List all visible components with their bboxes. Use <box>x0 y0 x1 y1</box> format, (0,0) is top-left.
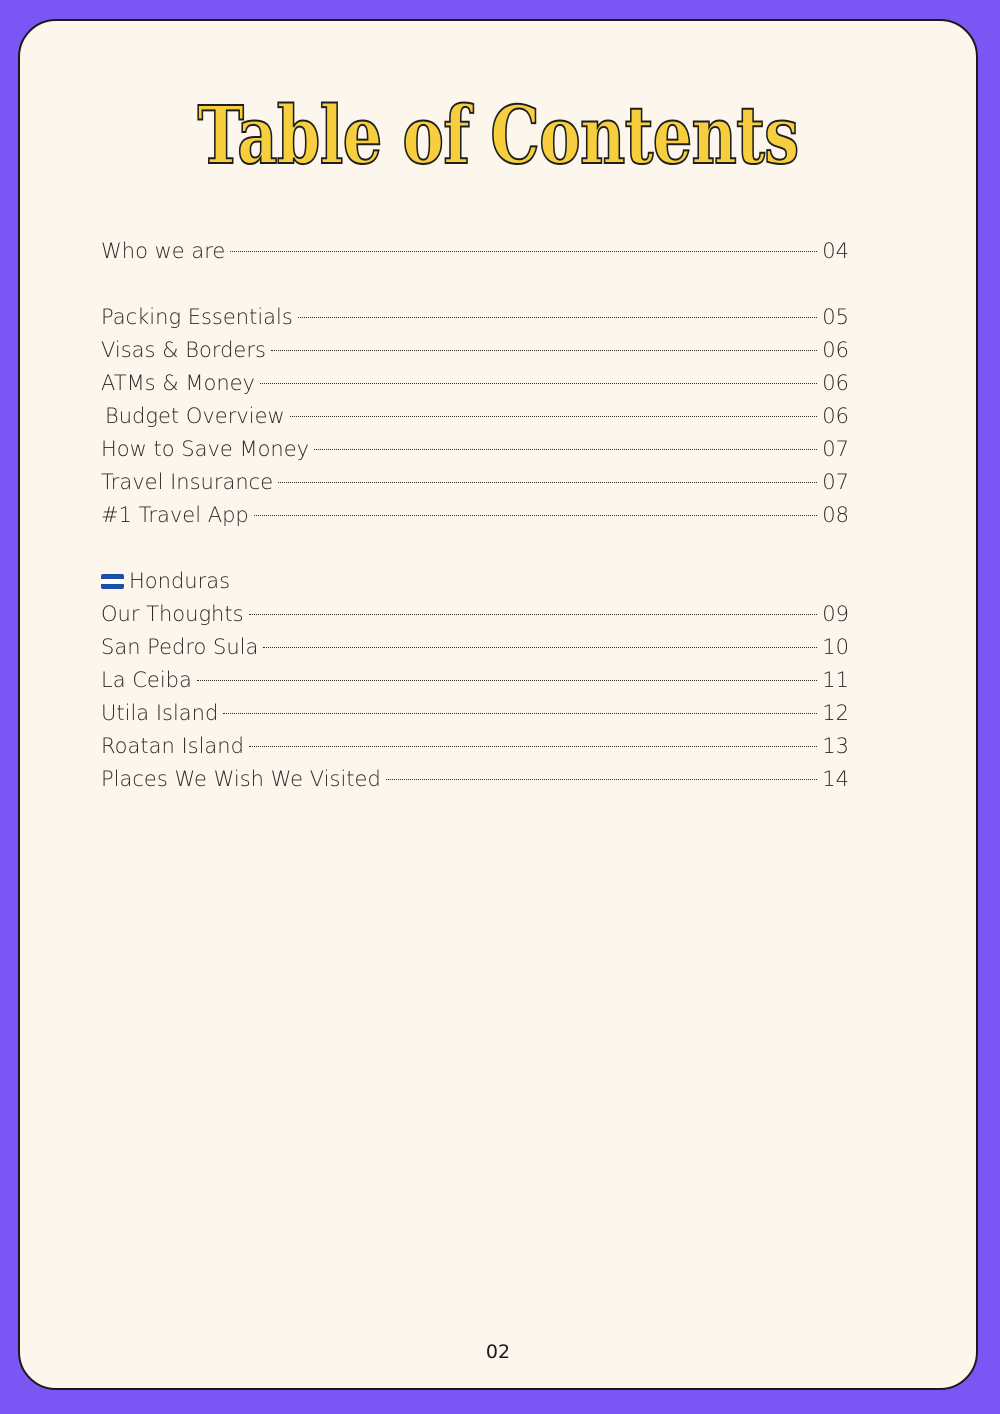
dot-leader <box>249 614 817 615</box>
section-heading-label: Honduras <box>129 569 231 593</box>
toc-entry-label: Packing Essentials <box>101 305 293 329</box>
toc-entry-label: Our Thoughts <box>101 602 244 626</box>
toc-entry-travel-insurance[interactable] <box>101 466 849 499</box>
toc-entry-visas-borders[interactable] <box>101 334 849 367</box>
toc-entry-page: 10 <box>822 635 849 659</box>
flag-band-top <box>101 574 124 579</box>
toc-entry-label: Who we are <box>101 239 226 263</box>
toc-entry-page: 13 <box>822 734 849 758</box>
toc-entry-page: 07 <box>822 470 849 494</box>
toc-entry-label: Budget Overview <box>105 404 285 428</box>
toc-entry-san-pedro-sula[interactable] <box>101 631 849 664</box>
toc-entry-page: 11 <box>822 668 849 692</box>
section-spacer <box>101 268 849 301</box>
dot-leader <box>298 317 817 318</box>
toc-entry-label: Places We Wish We Visited <box>101 767 381 791</box>
toc-entry-la-ceiba[interactable] <box>101 664 849 697</box>
toc-entry-label: La Ceiba <box>101 668 192 692</box>
section-heading-honduras <box>101 565 849 598</box>
toc-entry-label: San Pedro Sula <box>101 635 259 659</box>
toc-entry-page: 06 <box>822 404 849 428</box>
toc-entry-label: ATMs & Money <box>101 371 255 395</box>
toc-entry-page: 05 <box>822 305 849 329</box>
dot-leader <box>290 416 817 417</box>
document-page <box>18 19 978 1390</box>
toc-entry-page: 06 <box>822 371 849 395</box>
toc-entry-label: Travel Insurance <box>101 470 274 494</box>
page-title: Table of Contents <box>197 88 799 182</box>
toc-entry-label: Roatan Island <box>101 734 244 758</box>
toc-entry-utila-island[interactable] <box>101 697 849 730</box>
toc-entry-label: How to Save Money <box>101 437 310 461</box>
dot-leader <box>271 350 817 351</box>
toc-entry-page: 14 <box>822 767 849 791</box>
toc-entry-label: Visas & Borders <box>101 338 266 362</box>
dot-leader <box>249 746 817 747</box>
flag-band-bottom <box>101 584 124 589</box>
dot-leader <box>254 515 817 516</box>
dot-leader <box>314 449 817 450</box>
honduras-flag-icon <box>101 574 124 589</box>
toc-entry-our-thoughts[interactable] <box>101 598 849 631</box>
toc-entry-page: 09 <box>822 602 849 626</box>
toc-entry-page: 08 <box>822 503 849 527</box>
toc-entry-places-we-wish-we-visited[interactable] <box>101 763 849 796</box>
toc-entry-label: Utila Island <box>101 701 219 725</box>
dot-leader <box>223 713 817 714</box>
toc-entry-label: #1 Travel App <box>101 503 249 527</box>
toc-entry-page: 06 <box>822 338 849 362</box>
dot-leader <box>386 779 817 780</box>
toc-entry-page: 04 <box>822 239 849 263</box>
table-of-contents <box>101 235 849 796</box>
dot-leader <box>197 680 817 681</box>
toc-entry-page: 07 <box>822 437 849 461</box>
toc-entry-roatan-island[interactable] <box>101 730 849 763</box>
section-spacer <box>101 532 849 565</box>
toc-entry-packing-essentials[interactable] <box>101 301 849 334</box>
toc-entry-who-we-are[interactable] <box>101 235 849 268</box>
toc-entry-budget-overview[interactable] <box>101 400 849 433</box>
page-number: 02 <box>485 1341 511 1363</box>
toc-entry-page: 12 <box>822 701 849 725</box>
toc-entry-atms-money[interactable] <box>101 367 849 400</box>
dot-leader <box>260 383 817 384</box>
dot-leader <box>230 251 817 252</box>
toc-entry-how-to-save-money[interactable] <box>101 433 849 466</box>
dot-leader <box>263 647 817 648</box>
toc-entry-travel-app[interactable] <box>101 499 849 532</box>
dot-leader <box>278 482 817 483</box>
